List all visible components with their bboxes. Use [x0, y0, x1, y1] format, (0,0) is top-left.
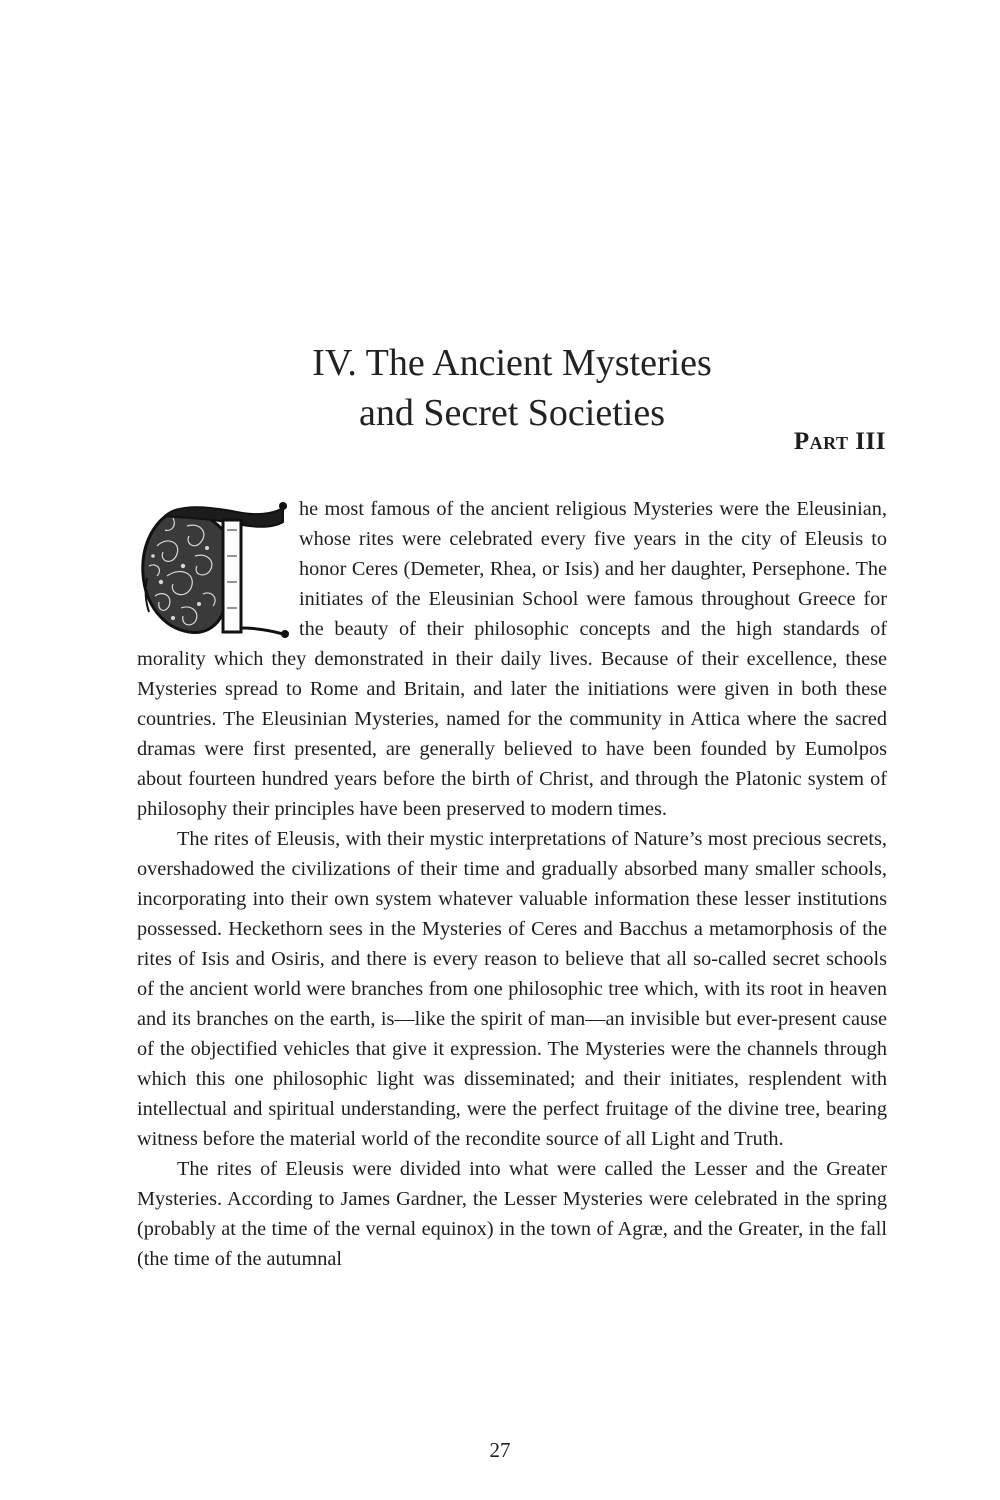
chapter-title-line-1: IV. The Ancient Mysteries [312, 342, 712, 384]
body-text [137, 494, 887, 1274]
chapter-title-line-2: and Secret Societies [358, 392, 665, 434]
paragraph-3: The rites of Eleusis were divided into what were called the Lesser and the Greater Mysteries. According to James Gardner, the Lesser Mysteries were celebrated in the spring (probably at the time of the vernal equinox) in the town of Agræ, and the Greater, in the fall (the time of the autumnal [137, 1158, 887, 1270]
page-number: 27 [489, 1438, 511, 1462]
chapter-title [137, 338, 887, 438]
ornamental-drop-cap-icon [137, 496, 289, 638]
part-label: Part III [793, 428, 886, 455]
paragraph-2: The rites of Eleusis, with their mystic interpretations of Nature’s most precious secrets, overshadowed the civilizations of their time and gradually absorbed many smaller schools, incorporating into their own system whatever valuable information these lesser institutions possessed. Heckethorn sees in the Mysteries of Ceres and Bacchus a metamorphosis of the rites of Isis and Osiris, and there is every reason to believe that all so-called secret schools of the ancient world were branches from one philosophic tree which, with its root in heaven and its branches on the earth, is—like the spirit of man—an invisible but ever-present cause of the objectified vehicles that give it expression. The Mysteries were the channels through which this one philosophic light was disseminated; and their initiates, resplendent with intellectual and spiritual understanding, were the perfect fruitage of the divine tree, bearing witness before the material world of the recondite source of all Light and Truth. [137, 828, 887, 1150]
paragraph-1-text: he most famous of the ancient religious Mysteries were the Eleusinian, whose rites were celebrated every five years in the city of Eleusis to honor Ceres (Demeter, Rhea, or Isis) and her daughter, Persephone. The initiates of the Eleusinian School were famous throughout Greece for the beauty of their philosophic concepts and the high standards of morality which they demonstrated in their daily lives. Because of their excellence, these Mysteries spread to Rome and Britain, and later the initiations were given in both these countries. The Eleusinian Mysteries, named for the community in Attica where the sacred dramas were first presented, are generally believed to have been founded by Eumolpos about fourteen hundred years before the birth of Christ, and through the Platonic system of philosophy their principles have been preserved to modern times. [137, 498, 887, 820]
paragraph-1 [137, 494, 887, 824]
